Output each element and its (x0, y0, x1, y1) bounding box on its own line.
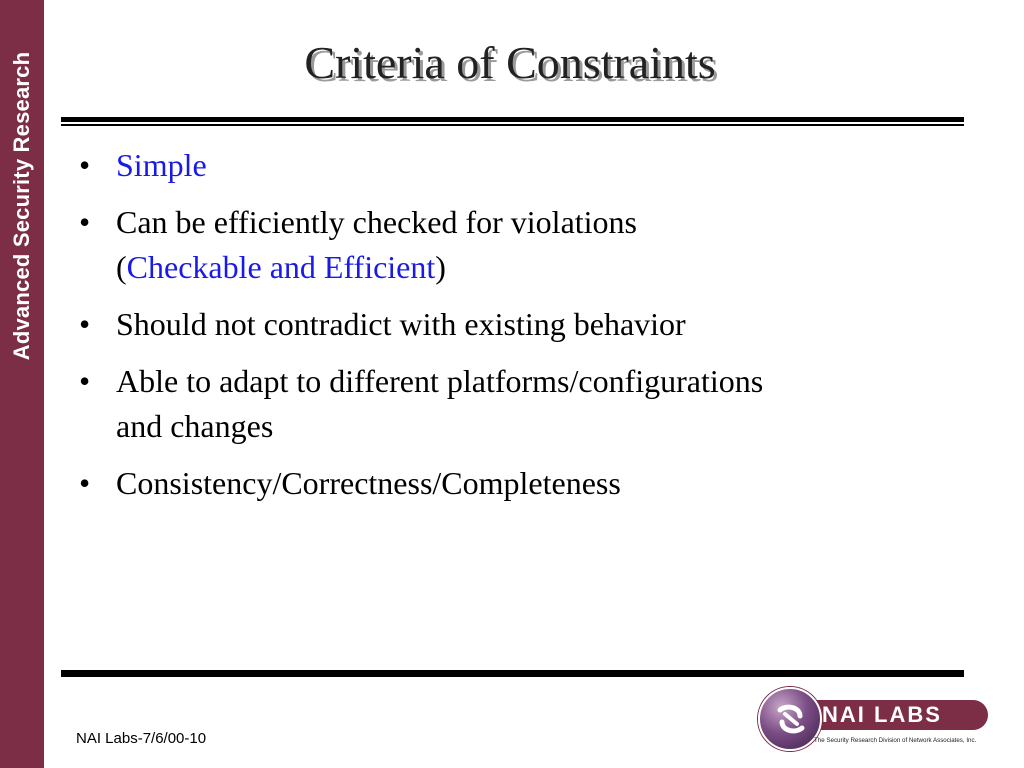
footer-rule (61, 670, 964, 677)
paren-open: ( (116, 249, 127, 285)
footer-text: NAI Labs-7/6/00-10 (76, 730, 207, 747)
bullet-dot: • (79, 204, 91, 240)
sidebar-band (0, 0, 44, 768)
bullet-dot: • (79, 306, 91, 342)
bullet-text-line1: Able to adapt to different platforms/configurations (116, 363, 764, 399)
bullet-text: Consistency/Correctness/Completeness (116, 465, 621, 501)
bullet-item-consistency (75, 461, 975, 506)
title-rule-thick (61, 117, 964, 122)
bullet-text-line2: and changes (116, 408, 274, 444)
paren-close: ) (435, 249, 446, 285)
sidebar-label: Advanced Security Research (9, 51, 34, 361)
bullet-item-simple (75, 143, 975, 188)
bullet-dot: • (79, 363, 91, 399)
logo-name: NAI LABS (822, 702, 942, 727)
nai-labs-logo (756, 686, 990, 750)
bullet-item-checkable (75, 200, 975, 290)
bullet-list (75, 143, 975, 518)
title-rule-thin (61, 124, 964, 126)
slide-title: Criteria of Constraints (304, 37, 716, 88)
bullet-dot: • (79, 465, 91, 501)
bullet-highlight: Checkable and Efficient (126, 249, 436, 285)
swirl-icon (774, 702, 808, 736)
bullet-text: Should not contradict with existing behavior (116, 306, 686, 342)
bullet-dot: • (79, 147, 91, 183)
bullet-item-contradict (75, 302, 975, 347)
logo-tagline: The Security Research Division of Network Associates, Inc. (814, 737, 977, 744)
logo-emblem-icon (758, 687, 822, 751)
bullet-item-adapt (75, 359, 975, 449)
bullet-text: Can be efficiently checked for violations (116, 204, 637, 240)
bullet-text: Simple (116, 147, 207, 183)
